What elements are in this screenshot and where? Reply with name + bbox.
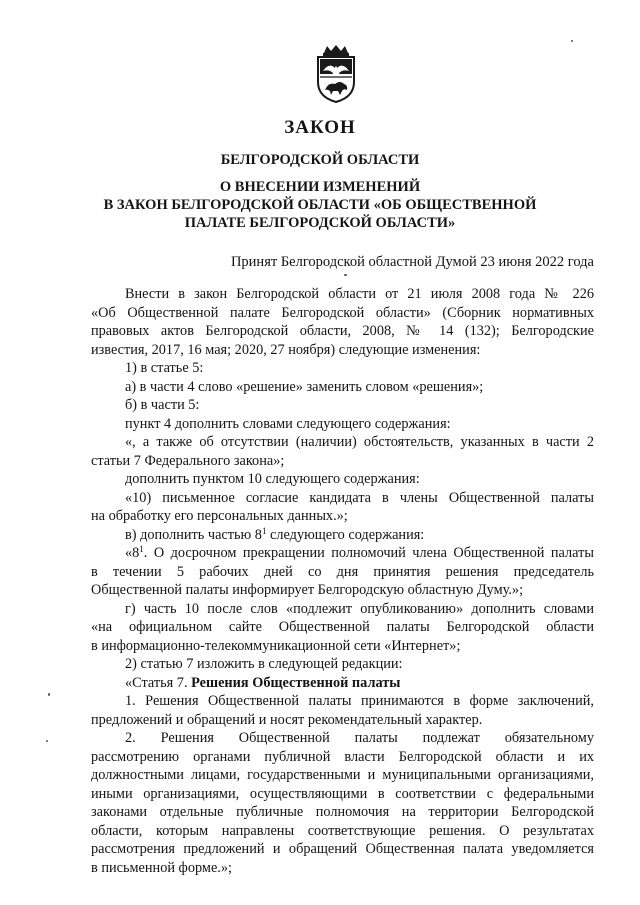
text-line: «10) письменное согласие кандидата в члены Общественной палаты <box>125 489 594 506</box>
item-v-text: следующего содержания: <box>266 526 425 543</box>
item-v <box>91 526 594 545</box>
point10-intro: дополнить пунктом 10 следующего содержания: <box>125 471 420 487</box>
coat-of-arms-icon <box>309 44 363 104</box>
article7-prefix: «Статья 7. <box>125 674 192 691</box>
superscript: 1 <box>261 525 267 536</box>
text-line: «, а также об отсутствии (наличии) обстоятельств, указанных в части 2 <box>125 434 594 450</box>
item-a: а) в части 4 слово «решение» заменить словом «решения»; <box>125 378 484 395</box>
article7-part1 <box>91 692 594 729</box>
text-line: г) часть 10 после слов «подлежит опубликованию» дополнить словами <box>125 600 594 617</box>
text-line: известия, 2017, 16 мая; 2020, 27 ноября) следующие изменения: <box>91 341 481 358</box>
point10-quote <box>91 489 594 526</box>
article7-title: Решения Общественной палаты <box>191 674 401 691</box>
text-line: Общественной палаты информирует Белгородскую областную Думу.»; <box>91 582 524 598</box>
text-line: статьи 7 Федерального закона»; <box>91 452 285 469</box>
text-line: рассмотрения предложений и обращений Общественная палата уведомляется <box>91 841 594 857</box>
text-line: в письменной форме.»; <box>91 859 232 876</box>
document-subject <box>0 178 640 232</box>
part-8-1-open: «8 <box>125 545 140 561</box>
text-line: области, которым направлены соответствующие решения. О результатах <box>91 822 594 839</box>
intro-paragraph <box>91 285 594 359</box>
subject-line: ПАЛАТЕ БЕЛГОРОДСКОЙ ОБЛАСТИ» <box>184 215 456 231</box>
item-1: 1) в статье 5: <box>125 360 204 376</box>
text-line: 1. Решения Общественной палаты принимаются в форме заключений, <box>125 693 594 709</box>
scan-speck <box>48 693 50 696</box>
article7-part2 <box>91 729 594 877</box>
document-title: ЗАКОН <box>284 117 356 138</box>
item-2: 2) статью 7 изложить в следующей редакции: <box>125 656 403 672</box>
subject-line: О ВНЕСЕНИИ ИЗМЕНЕНИЙ <box>219 179 421 195</box>
text-line: предложений и обращений и носят рекомендательный характер. <box>91 711 483 728</box>
text-line: в течении 5 рабочих дней со дня принятия решения председатель <box>91 563 594 580</box>
text-line: на обработку его персональных данных.»; <box>91 508 348 524</box>
text-line: 2. Решения Общественной палаты подлежат обязательному <box>125 730 594 746</box>
item-b: б) в части 5: <box>125 397 200 413</box>
text-line: Внести в закон Белгородской области от 21 июля 2008 года № 226 <box>125 286 594 302</box>
superscript: 1 <box>139 544 144 554</box>
text-line: в информационно-телекоммуникационной сети «Интернет»; <box>91 637 461 654</box>
point4-intro: пункт 4 дополнить словами следующего содержания: <box>125 415 451 432</box>
article7-heading <box>91 674 594 693</box>
subject-line: В ЗАКОН БЕЛГОРОДСКОЙ ОБЛАСТИ «ОБ ОБЩЕСТВЕННОЙ <box>103 197 537 213</box>
adoption-note: Принят Белгородской областной Думой 23 июня 2022 года <box>230 254 594 270</box>
text-line <box>91 544 594 563</box>
part-8-1 <box>91 544 594 600</box>
text-line: иными организациями, осуществляющими в соответствии с федеральными <box>91 785 594 802</box>
item-v-text: в) дополнить частью 8 <box>125 526 262 543</box>
part-8-1-text: . О досрочном прекращении полномочий члена Общественной палаты <box>143 545 594 561</box>
scan-speck <box>46 740 48 742</box>
point4-quote <box>91 433 594 470</box>
text-line: законами отдельные публичные полномочия на территории Белгородской <box>91 804 594 820</box>
text-line: правовых актов Белгородской области, 2008, № 14 (132); Белгородские <box>91 323 594 339</box>
text-line: рассмотрению органами публичной власти Белгородской области и их <box>91 748 594 765</box>
law-body <box>91 285 594 877</box>
item-g <box>91 600 594 656</box>
text-line: «на официальном сайте Общественной палаты Белгородской области <box>91 619 594 635</box>
document-region: БЕЛГОРОДСКОЙ ОБЛАСТИ <box>220 152 420 168</box>
text-line: «Об Общественной палате Белгородской области» (Сборник нормативных <box>91 304 594 321</box>
scan-speck <box>571 40 573 42</box>
scan-speck <box>344 274 347 276</box>
text-line: должностными лицами, государственными и муниципальными организациями, <box>91 767 594 783</box>
